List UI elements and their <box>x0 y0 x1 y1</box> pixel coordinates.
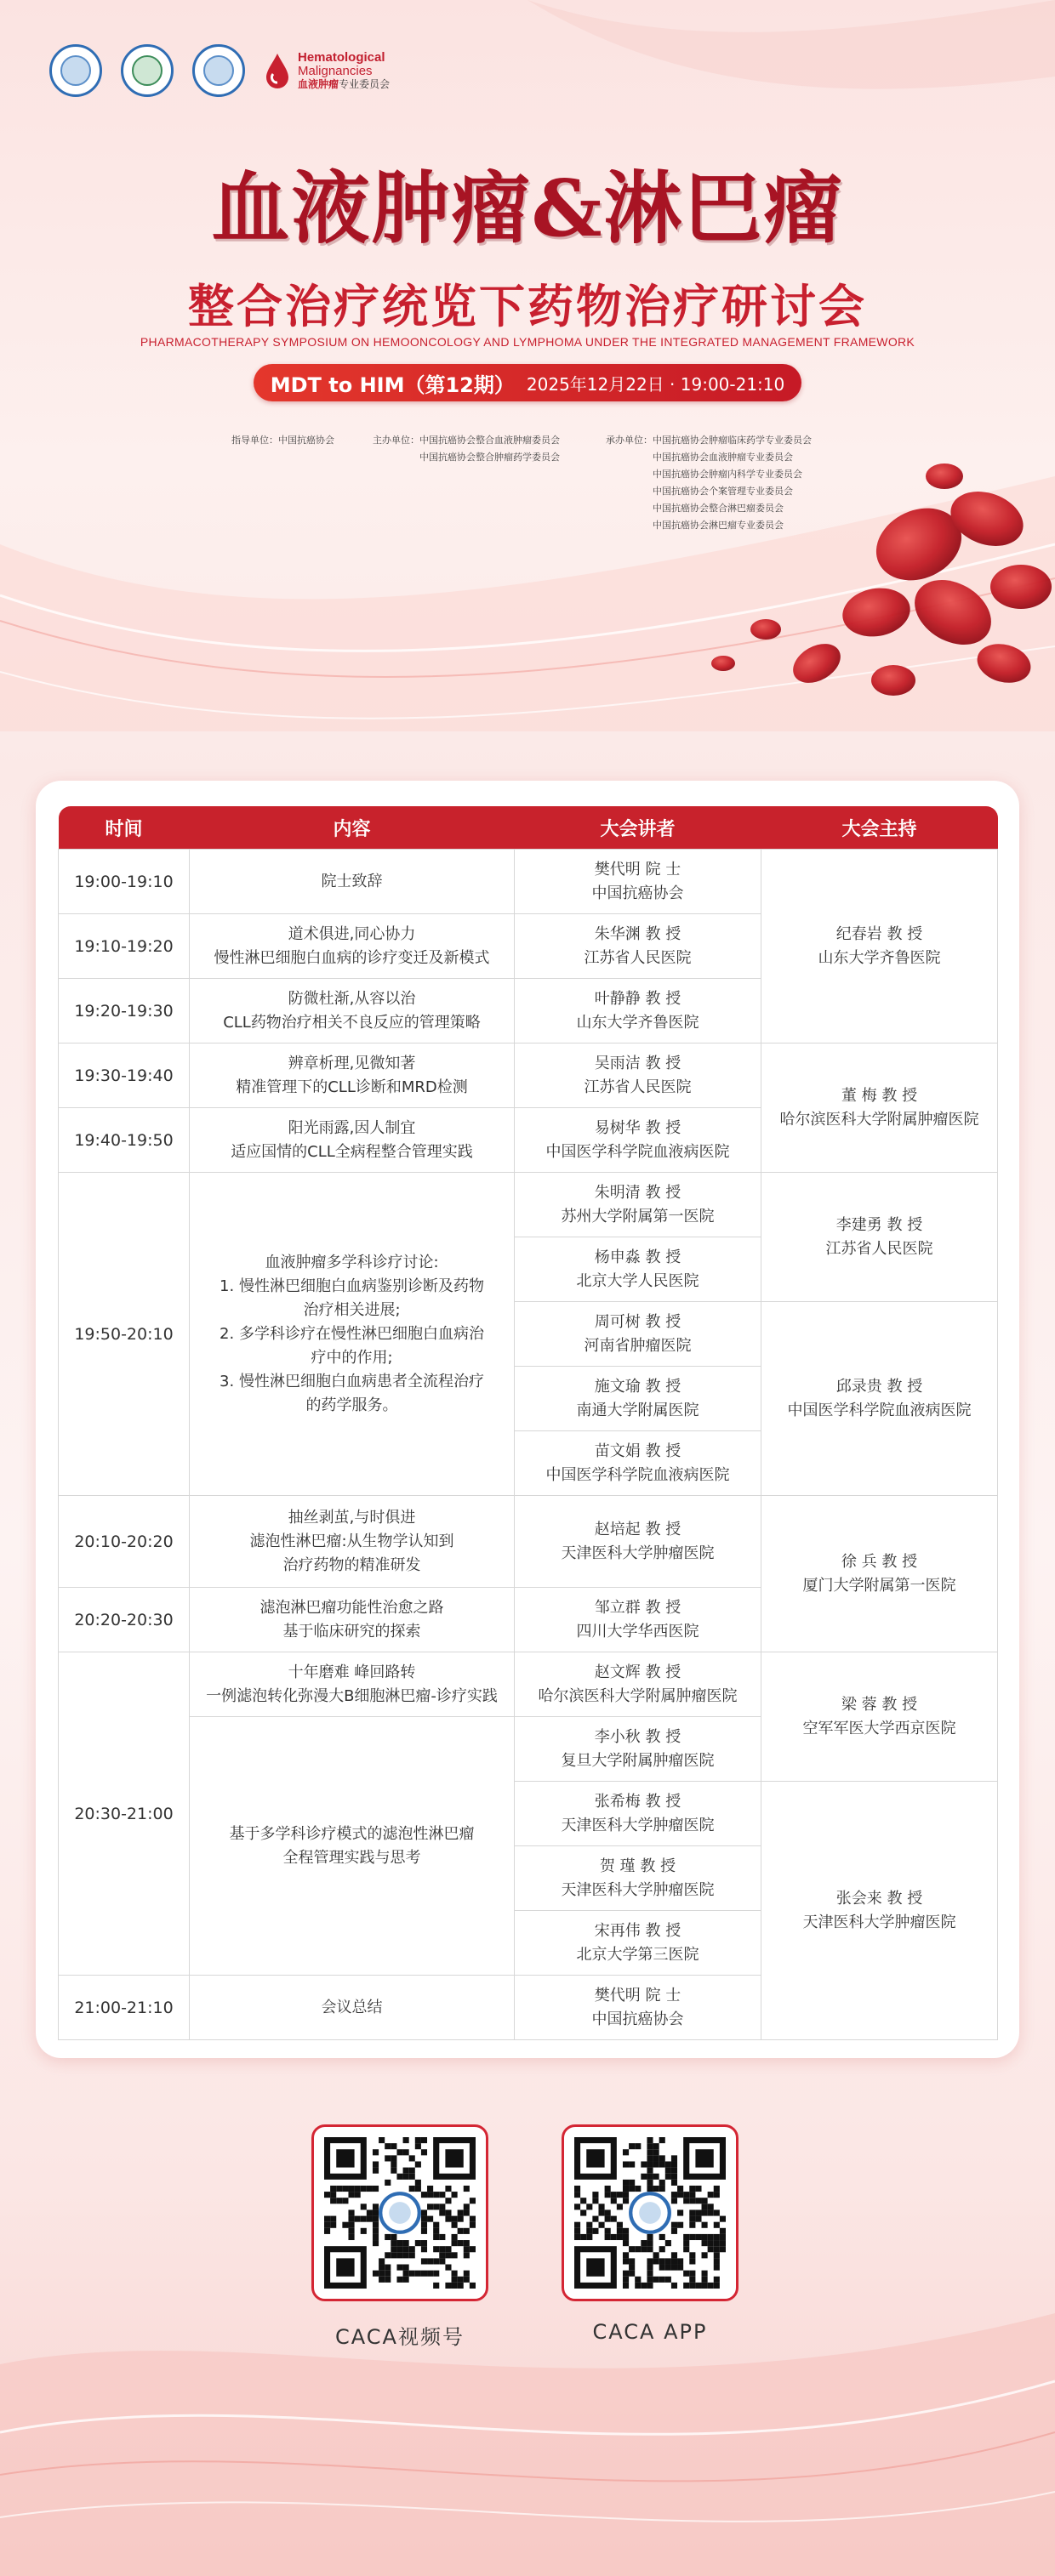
table-row <box>59 1652 998 1717</box>
host-cell: 李建勇 教 授 江苏省人民医院 <box>761 1173 998 1302</box>
content-cell: 辨章析理,见微知著 精准管理下的CLL诊断和MRD检测 <box>190 1043 515 1108</box>
speaker-cell: 周可树 教 授 河南省肿瘤医院 <box>515 1302 761 1367</box>
table-row <box>59 850 998 914</box>
schedule-table <box>58 806 998 2040</box>
speaker-cell: 朱华渊 教 授 江苏省人民医院 <box>515 914 761 979</box>
brand-cn-rest: 专业委员会 <box>339 78 391 91</box>
hematological-malignancies-logo <box>264 51 390 90</box>
organizer-value: 中国抗癌协会肿瘤临床药学专业委员会 <box>653 435 812 446</box>
organizer-value: 中国抗癌协会整合淋巴瘤委员会 <box>653 503 784 514</box>
host-value: 中国抗癌协会整合血液肿瘤委员会 <box>419 435 560 446</box>
qr-app[interactable] <box>562 2124 738 2344</box>
host-label: 主办单位： <box>373 435 419 446</box>
content-cell: 防微杜渐,从容以治 CLL药物治疗相关不良反应的管理策略 <box>190 979 515 1043</box>
time-cell: 19:10-19:20 <box>59 914 190 979</box>
guide-unit <box>231 432 334 449</box>
host-unit <box>373 432 560 466</box>
speaker-cell: 朱明清 教 授 苏州大学附属第一医院 <box>515 1173 761 1237</box>
speaker-cell: 杨申淼 教 授 北京大学人民医院 <box>515 1237 761 1302</box>
speaker-cell: 施文瑜 教 授 南通大学附属医院 <box>515 1367 761 1431</box>
brand-en-line2: Malignancies <box>298 63 373 78</box>
speaker-cell: 叶静静 教 授 山东大学齐鲁医院 <box>515 979 761 1043</box>
content-cell: 道术俱进,同心协力 慢性淋巴细胞白血病的诊疗变迁及新模式 <box>190 914 515 979</box>
host-value: 中国抗癌协会整合肿瘤药学委员会 <box>419 452 560 463</box>
time-cell: 21:00-21:10 <box>59 1976 190 2040</box>
speaker-cell: 宋再伟 教 授 北京大学第三医院 <box>515 1911 761 1976</box>
brand-cn-bold: 血液肿瘤 <box>298 78 339 91</box>
speaker-cell: 赵培起 教 授 天津医科大学肿瘤医院 <box>515 1496 761 1588</box>
organizer-value: 中国抗癌协会肿瘤内科学专业委员会 <box>653 469 802 480</box>
header-content: 内容 <box>190 806 515 850</box>
speaker-cell: 邹立群 教 授 四川大学华西医院 <box>515 1588 761 1652</box>
qr-code-card[interactable] <box>311 2124 488 2301</box>
speaker-cell: 赵文辉 教 授 哈尔滨医科大学附属肿瘤医院 <box>515 1652 761 1717</box>
association-logo-3 <box>192 44 245 97</box>
content-cell: 十年磨难 峰回路转 一例滤泡转化弥漫大B细胞淋巴瘤-诊疗实践 <box>190 1652 515 1717</box>
organizer-label: 承办单位： <box>606 435 653 446</box>
sub-title: 整合治疗统览下药物治疗研讨会 <box>188 280 867 333</box>
table-header-row <box>59 806 998 850</box>
guide-value: 中国抗癌协会 <box>278 435 334 446</box>
speaker-cell: 樊代明 院 士 中国抗癌协会 <box>515 1976 761 2040</box>
time-cell: 19:50-20:10 <box>59 1173 190 1496</box>
header-logos <box>49 44 390 97</box>
time-cell: 19:20-19:30 <box>59 979 190 1043</box>
speaker-cell: 李小秋 教 授 复旦大学附属肿瘤医院 <box>515 1717 761 1782</box>
event-name: MDT to HIM（第12期） <box>270 372 515 397</box>
header-host: 大会主持 <box>761 806 998 850</box>
host-cell: 张会来 教 授 天津医科大学肿瘤医院 <box>761 1782 998 2040</box>
header-time: 时间 <box>59 806 190 850</box>
speaker-cell: 吴雨洁 教 授 江苏省人民医院 <box>515 1043 761 1108</box>
table-row <box>59 1043 998 1108</box>
table-row <box>59 1496 998 1588</box>
time-cell: 20:10-20:20 <box>59 1496 190 1588</box>
association-logo-1 <box>49 44 102 97</box>
qr-label: CACA视频号 <box>335 2325 465 2349</box>
host-cell: 邱录贵 教 授 中国医学科学院血液病医院 <box>761 1302 998 1496</box>
blood-drop-icon <box>264 52 291 89</box>
qr-video-channel[interactable] <box>311 2124 488 2350</box>
event-datetime: 2025年12月22日 · 19:00-21:10 <box>526 373 785 395</box>
speaker-cell: 苗文娟 教 授 中国医学科学院血液病医院 <box>515 1431 761 1496</box>
organizer-unit <box>606 432 812 534</box>
content-cell: 会议总结 <box>190 1976 515 2040</box>
time-cell: 19:00-19:10 <box>59 850 190 914</box>
qr-code-card[interactable] <box>562 2124 738 2301</box>
content-cell: 基于多学科诊疗模式的滤泡性淋巴瘤 全程管理实践与思考 <box>190 1717 515 1976</box>
organizer-value: 中国抗癌协会淋巴瘤专业委员会 <box>653 520 784 531</box>
qr-label: CACA APP <box>592 2320 708 2344</box>
time-cell: 20:30-21:00 <box>59 1652 190 1976</box>
english-title: PHARMACOTHERAPY SYMPOSIUM ON HEMOONCOLOGY AND LYMPHOMA UNDER THE INTEGRATED MANAGEMENT FRAMEWORK <box>140 335 915 349</box>
speaker-cell: 贺 瑾 教 授 天津医科大学肿瘤医院 <box>515 1846 761 1911</box>
organizer-value: 中国抗癌协会血液肿瘤专业委员会 <box>653 452 793 463</box>
time-cell: 19:40-19:50 <box>59 1108 190 1173</box>
time-cell: 19:30-19:40 <box>59 1043 190 1108</box>
host-cell: 纪春岩 教 授 山东大学齐鲁医院 <box>761 850 998 1043</box>
host-cell: 徐 兵 教 授 厦门大学附属第一医院 <box>761 1496 998 1652</box>
qr-code-icon <box>574 2137 726 2289</box>
time-cell: 20:20-20:30 <box>59 1588 190 1652</box>
organizer-value: 中国抗癌协会个案管理专业委员会 <box>653 486 793 497</box>
content-cell: 血液肿瘤多学科诊疗讨论: 1. 慢性淋巴细胞白血病鉴别诊断及药物 治疗相关进展; 2. 多学科诊疗在慢性淋巴细胞白血病治 疗中的作用; 3. 慢性淋巴细胞白血病患者全流程治疗 的药学服务。 <box>190 1173 515 1496</box>
qr-code-icon <box>324 2137 476 2289</box>
content-cell: 抽丝剥茧,与时俱进 滤泡性淋巴瘤:从生物学认知到 治疗药物的精准研发 <box>190 1496 515 1588</box>
content-cell: 滤泡淋巴瘤功能性治愈之路 基于临床研究的探索 <box>190 1588 515 1652</box>
brand-en-line1: Hematological <box>298 49 385 65</box>
header-speaker: 大会讲者 <box>515 806 761 850</box>
content-cell: 阳光雨露,因人制宜 适应国情的CLL全病程整合管理实践 <box>190 1108 515 1173</box>
main-title: 血液肿瘤&淋巴瘤 <box>211 162 844 254</box>
table-row <box>59 1173 998 1237</box>
event-time-pill <box>254 364 801 401</box>
content-cell: 院士致辞 <box>190 850 515 914</box>
association-logo-2 <box>121 44 174 97</box>
host-cell: 梁 蓉 教 授 空军军医大学西京医院 <box>761 1652 998 1782</box>
speaker-cell: 易树华 教 授 中国医学科学院血液病医院 <box>515 1108 761 1173</box>
speaker-cell: 张希梅 教 授 天津医科大学肿瘤医院 <box>515 1782 761 1846</box>
host-cell: 董 梅 教 授 哈尔滨医科大学附属肿瘤医院 <box>761 1043 998 1173</box>
guide-label: 指导单位： <box>231 435 278 446</box>
speaker-cell: 樊代明 院 士 中国抗癌协会 <box>515 850 761 914</box>
